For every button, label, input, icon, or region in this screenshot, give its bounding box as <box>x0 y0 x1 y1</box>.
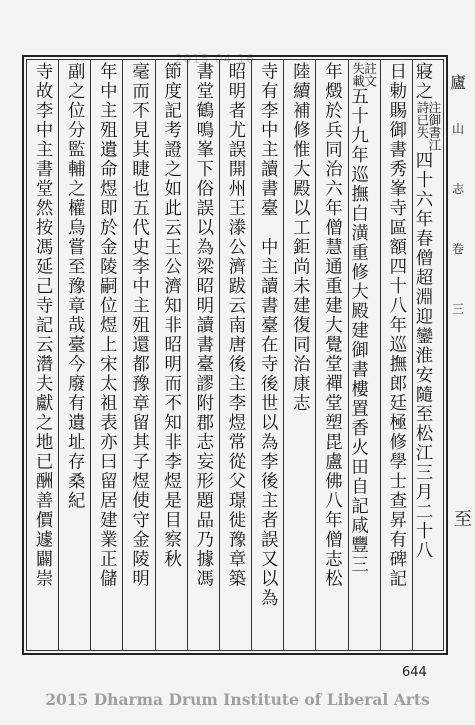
text-column <box>191 62 215 647</box>
text-column <box>127 62 151 647</box>
column-text: 寺故李中主書堂然按馮延己寺記云濳夫獻之地已酬善價遽闢崇 <box>32 62 53 589</box>
column-rule <box>90 59 91 651</box>
column-text: 陸續補修惟大殿以工鉅尚未建復同治康志 <box>289 62 310 413</box>
column-rule <box>58 59 59 651</box>
text-column <box>347 62 378 647</box>
column-rule <box>251 59 252 651</box>
column-rule <box>122 59 123 651</box>
column-rule <box>315 59 316 651</box>
column-rule <box>155 59 156 651</box>
column-text: 四十六年春僧超淵迎鑾淮安隨至松江三月二十八 <box>411 151 432 561</box>
column-text: 書堂鶴鳴峯下俗誤以為梁昭明讀書臺謬附郡志妄形題品乃據馮 <box>192 62 213 589</box>
text-column <box>384 62 408 647</box>
edge-mark: 山 <box>452 122 465 136</box>
column-rule <box>380 59 381 651</box>
column-rule <box>187 59 188 651</box>
interlinear-note <box>416 101 440 151</box>
column-text: 昭明者尤誤開州王漛公濟跋云南唐後主李煜常從父璟徙豫章築 <box>225 62 245 589</box>
note-line: 失載 <box>350 62 366 87</box>
column-text-lead: 寢之 <box>411 62 432 101</box>
note-line: 詩已失 <box>414 101 430 139</box>
text-column <box>30 62 54 647</box>
text-column <box>62 62 86 647</box>
column-text: 寺有李中主讀書臺 中主讀書臺在寺後世以為李後主者誤又以為 <box>257 62 278 608</box>
column-rule <box>219 59 220 651</box>
column-text: 節度記考證之如此云王公濟知非昭明而不知非李煜是目察秋 <box>160 62 181 569</box>
edge-mark: 卷 <box>452 242 465 256</box>
column-rule <box>283 59 284 651</box>
text-column <box>94 62 118 647</box>
column-text: 年燬於兵同治六年僧慧通重建大覺堂禪堂塑毘盧佛八年僧志松 <box>321 62 342 589</box>
column-text: 五十九年巡撫白潢重修大殿建御書樓置香火田自記咸豐三 <box>347 87 368 575</box>
edge-mark: 至 <box>454 509 472 530</box>
text-column <box>223 62 247 647</box>
text-column <box>159 62 183 647</box>
column-text: 日勅賜御書秀峯寺區額四十八年巡撫郎廷極修學士查昇有碑記 <box>385 62 406 589</box>
text-column <box>319 62 343 647</box>
column-text: 副之位分監輔之權烏嘗至豫章哉臺今廢有遺址存桑紀 <box>64 62 85 511</box>
note-line: 註文 <box>362 62 378 87</box>
column-text: 毫而不見其睫也五代史李中主殂還都豫章留其子煜使守金陵明 <box>128 62 149 589</box>
interlinear-note <box>352 62 376 87</box>
text-column <box>255 62 279 647</box>
text-column <box>287 62 311 647</box>
edge-mark: 志 <box>452 182 465 196</box>
footer-credit: 2015 Dharma Drum Institute of Liberal Arts <box>45 690 430 709</box>
column-text: 年中主殂遺命煜即於金陵嗣位煜上宋太祖表亦曰留居建業正儲 <box>96 62 117 589</box>
note-line: 注御書江 <box>426 101 442 151</box>
page-number: 644 <box>402 665 427 680</box>
edge-mark: 三 <box>452 302 465 316</box>
page-edge-margin <box>448 60 475 600</box>
scan-date-stamp: 2015-04-16 <box>175 52 255 66</box>
text-column <box>411 62 442 647</box>
edge-mark: 廬 <box>450 73 467 92</box>
